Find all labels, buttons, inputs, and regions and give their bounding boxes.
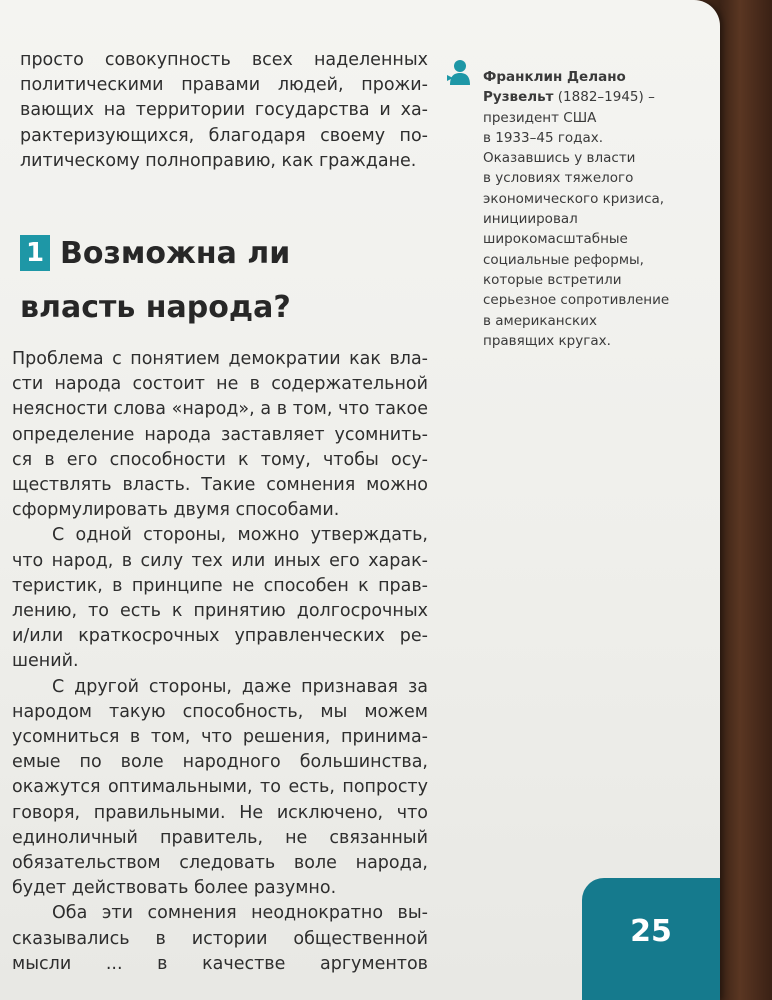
sidebar-note: [483, 67, 698, 351]
text-line: емые по воле народного большинства,: [12, 752, 428, 773]
main-text: [12, 347, 428, 977]
text-line: сформулировать двумя способами.: [12, 500, 340, 521]
person-name-line1: Франклин Делано: [483, 69, 626, 85]
sidebar-line: в 1933–45 годах.: [483, 129, 604, 146]
text-line: говоря, правильными. Не исключено, что: [12, 802, 428, 823]
text-line: сказывались в истории общественной: [12, 928, 428, 949]
text-line: сти народа состоит не в содержательной: [12, 374, 428, 395]
sidebar-line: в американских: [483, 312, 597, 329]
sidebar-line: широкомасштабные: [483, 231, 628, 248]
text-line: рактеризующихся, благодаря своему по-: [20, 125, 428, 146]
person-icon: [447, 59, 473, 87]
person-years: (1882–1945) –: [553, 89, 655, 106]
text-line: и/или краткосрочных управленческих ре-: [12, 626, 428, 647]
person-name-line2: Рузвельт: [483, 89, 554, 106]
sidebar-line: серьезное сопротивление: [483, 292, 670, 309]
text-line: шений.: [12, 651, 79, 672]
text-line: Оба эти сомнения неоднократно вы-: [52, 903, 428, 924]
text-line: будет действовать более разумно.: [12, 878, 337, 899]
sidebar-line: экономического кризиса,: [483, 190, 665, 207]
section-number-badge: 1: [20, 235, 50, 271]
text-line: теристик, в принципе не способен к прав-: [12, 575, 428, 596]
sidebar-line: правящих кругах.: [483, 332, 611, 349]
text-line: окажутся оптимальными, то есть, попросту: [12, 777, 428, 798]
text-line: неясности слова «народ», а в том, что такое: [12, 399, 428, 420]
text-line: обязательством следовать воле народа,: [12, 853, 428, 874]
text-line: усомниться в том, что решения, принима-: [12, 727, 428, 748]
section-heading: [20, 227, 420, 335]
text-line: мысли ... в качестве аргументов: [12, 953, 428, 974]
sidebar-line: инициировал: [483, 211, 578, 228]
sidebar-line: которые встретили: [483, 271, 622, 288]
text-line: С другой стороны, даже признавая за: [52, 676, 428, 697]
text-line: что народ, в силу тех или иных его харак-: [12, 550, 428, 571]
section-title-line2: власть народа?: [20, 290, 291, 325]
text-line: лению, то есть к принятию долгосрочных: [12, 601, 428, 622]
text-line: литическому полноправию, как граждане.: [20, 150, 417, 171]
section-title-line1: Возможна ли: [60, 236, 291, 271]
sidebar-line: президент США: [483, 109, 597, 126]
sidebar-line: социальные реформы,: [483, 251, 644, 268]
text-line: ся в его способности к тому, чтобы осу-: [12, 449, 428, 470]
text-line: С одной стороны, можно утверждать,: [52, 525, 428, 546]
text-line: вающих на территории государства и ха-: [20, 100, 428, 121]
text-line: просто совокупность всех наделенных: [20, 50, 428, 70]
page-number-badge: [582, 878, 720, 1000]
text-line: единоличный правитель, не связанный: [12, 827, 428, 848]
text-line: определение народа заставляет усомнить-: [12, 424, 428, 445]
sidebar-line: в условиях тяжелого: [483, 170, 634, 187]
text-line: Проблема с понятием демократии как вла-: [12, 349, 428, 369]
text-line: ществлять власть. Такие сомнения можно: [12, 475, 428, 496]
sidebar-line: Оказавшись у власти: [483, 150, 636, 167]
page-number: 25: [630, 914, 672, 949]
text-line: политическими правами людей, прожи-: [20, 75, 428, 96]
text-line: народом такую способность, мы можем: [12, 701, 428, 722]
intro-paragraph: [20, 48, 428, 174]
